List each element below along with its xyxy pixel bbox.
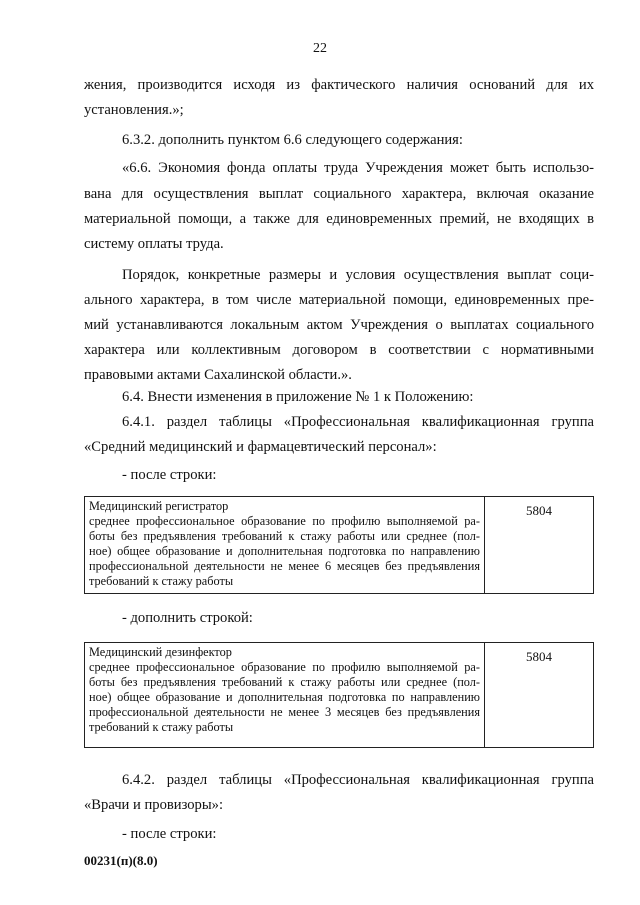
table-cell-line: среднее профессиональное образование по профилю выполняемой ра- [89, 660, 480, 674]
paragraph-line: 6.3.2. дополнить пунктом 6.6 следующего содержания: [122, 132, 463, 148]
paragraph-line: мий устанавливаются локальным актом Учреждения о выплатах социального [84, 317, 594, 333]
paragraph-line: правовыми актами Сахалинской области.». [84, 367, 352, 383]
paragraph-line: материальной помощи, а также для единовременных премий, не входящих в [84, 211, 594, 227]
paragraph-line: характера или коллективным договором в соответствии с нормативными [84, 342, 594, 358]
table-cell-line: ное) общее образование и дополнительная подготовка по направлению [89, 544, 480, 558]
table-cell-line: профессиональной деятельности не менее 6 месяцев без предъявления [89, 559, 480, 573]
paragraph-line: «6.6. Экономия фонда оплаты труда Учреждения может быть использо- [122, 160, 594, 176]
paragraph-line: ального характера, в том числе материальной помощи, единовременных пре- [84, 292, 594, 308]
table-cell-line: среднее профессиональное образование по профилю выполняемой ра- [89, 514, 480, 528]
table-cell-line: боты без предъявления требований к стажу работы или среднее (пол- [89, 529, 480, 543]
paragraph-line: 6.4.2. раздел таблицы «Профессиональная квалификационная группа [122, 772, 594, 788]
paragraph-line: систему оплаты труда. [84, 236, 224, 252]
table-cell-description [85, 643, 485, 747]
paragraph-line: 6.4.1. раздел таблицы «Профессиональная квалификационная группа [122, 414, 594, 430]
table-cell-value: 5804 [526, 649, 552, 664]
paragraph-line: Порядок, конкретные размеры и условия осуществления выплат соци- [122, 267, 594, 283]
paragraph-line: жения, производится исходя из фактического наличия оснований для их [84, 77, 594, 93]
document-code: 00231(п)(8.0) [84, 853, 158, 868]
table-cell-value: 5804 [526, 503, 552, 518]
table-row [84, 642, 594, 748]
page-number: 22 [313, 41, 327, 56]
table-cell-line: требований к стажу работы [89, 574, 234, 588]
table-cell-description [85, 497, 485, 593]
paragraph-line: - после строки: [122, 826, 217, 842]
paragraph-line: «Средний медицинский и фармацевтический персонал»: [84, 439, 437, 455]
table-cell-line: боты без предъявления требований к стажу работы или среднее (пол- [89, 675, 480, 689]
paragraph-line: - после строки: [122, 467, 217, 483]
table-row [84, 496, 594, 594]
paragraph-line: установления.»; [84, 102, 184, 118]
paragraph-line: - дополнить строкой: [122, 610, 253, 626]
table-cell-line: Медицинский регистратор [89, 499, 229, 513]
table-cell-line: профессиональной деятельности не менее 3 месяцев без предъявления [89, 705, 480, 719]
table-cell-line: требований к стажу работы [89, 720, 234, 734]
paragraph-line: вана для осуществления выплат социального характера, включая оказание [84, 186, 594, 202]
table-cell-line: Медицинский дезинфектор [89, 645, 232, 659]
paragraph-line: «Врачи и провизоры»: [84, 797, 224, 813]
table-cell-line: ное) общее образование и дополнительная подготовка по направлению [89, 690, 480, 704]
paragraph-line: 6.4. Внести изменения в приложение № 1 к Положению: [122, 389, 474, 405]
